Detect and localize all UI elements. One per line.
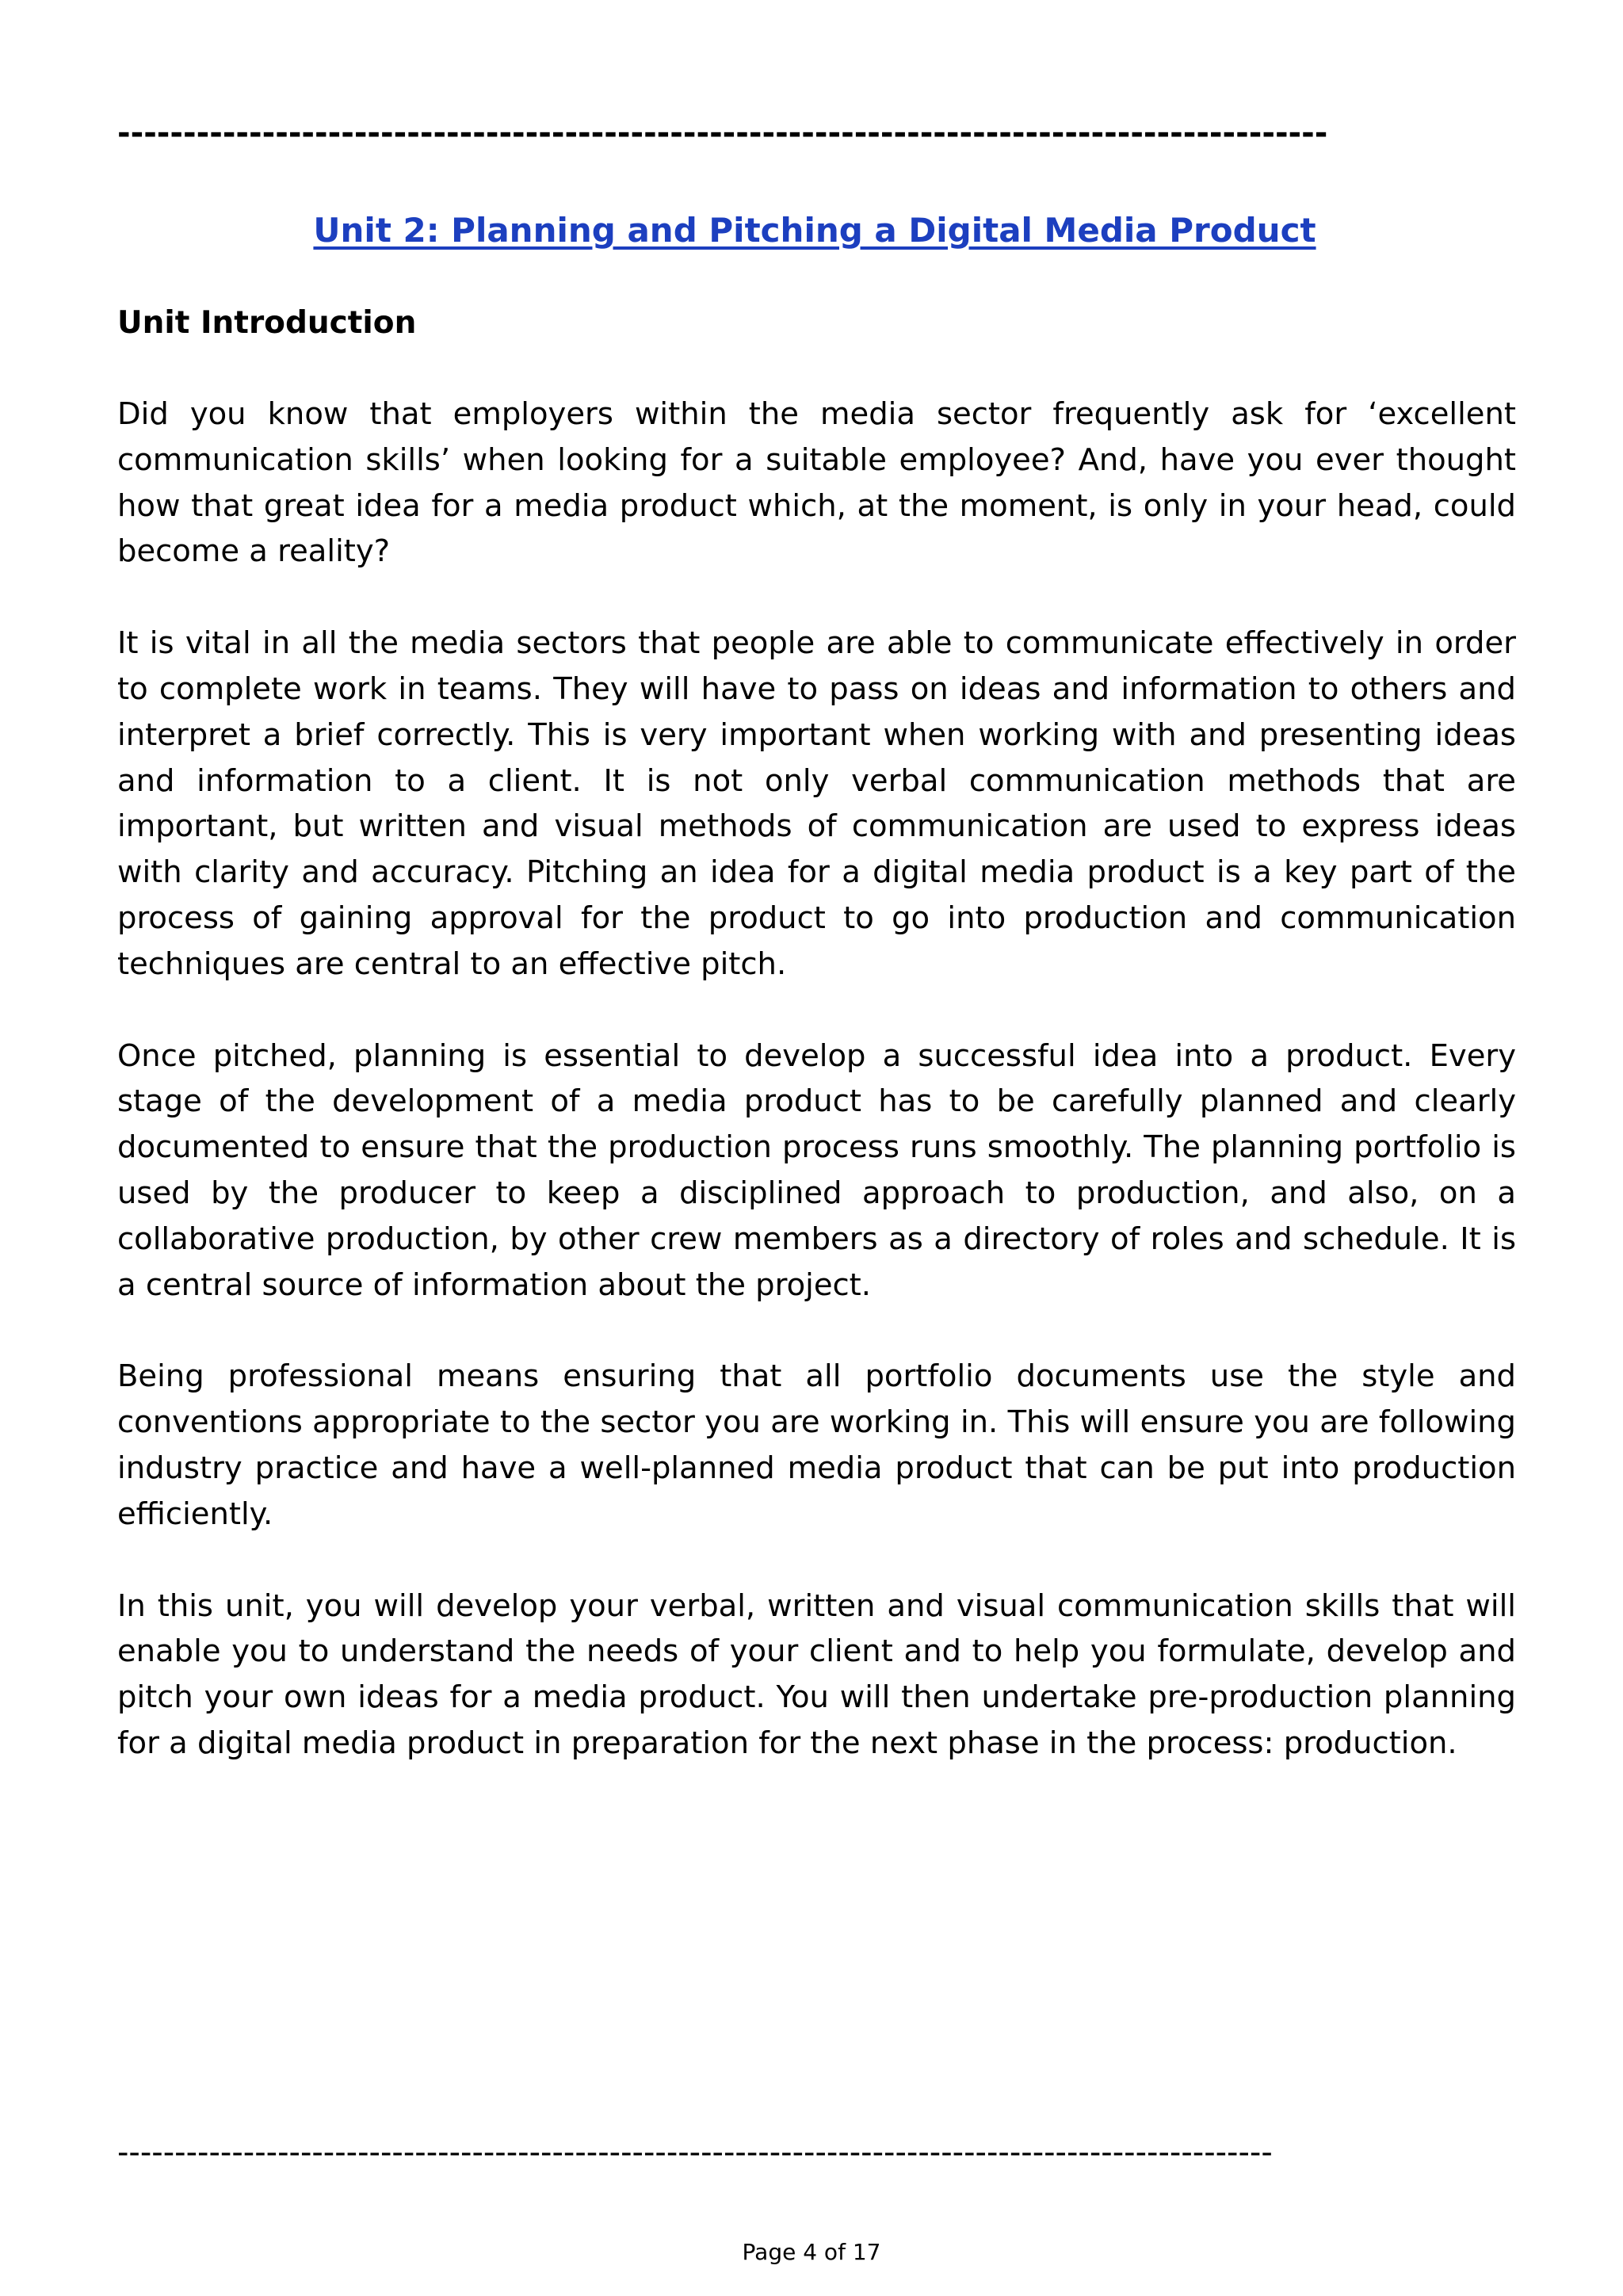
- paragraph-1: Did you know that employers within the media sector frequently ask for ‘excellent communication skills’ when looking for a suitable employee? And, have you ever thought how that great idea for a media product which, at the moment, is only in your head, could become a reality?: [117, 396, 1516, 570]
- body-text: [117, 392, 1516, 1813]
- bottom-separator: -----------------------------------------------------------------------------------------------------: [117, 2134, 1273, 2171]
- paragraph-4: Being professional means ensuring that all portfolio documents use the style and conventions appropriate to the sector you are working in. This will ensure you are following industry practice and have a well-planned media product that can be put into production efficiently.: [117, 1358, 1516, 1532]
- paragraph-3: Once pitched, planning is essential to develop a successful idea into a product. Every stage of the development of a media product has to be carefully planned and clearly documented to ensure that the production process runs smoothly. The planning portfolio is used by the producer to keep a disciplined approach to production, and also, on a collaborative production, by other crew members as a directory of roles and schedule. It is a central source of information about the project.: [117, 1037, 1516, 1303]
- top-separator: --------------------------------------------------------------------------------------------: [117, 115, 1328, 151]
- section-heading: Unit Introduction: [117, 305, 417, 341]
- paragraph-5: In this unit, you will develop your verbal, written and visual communication skills that will enable you to understand the needs of your client and to help you formulate, develop and pitch your own ideas for a media product. You will then undertake pre-production planning for a digital media product in preparation for the next phase in the process: production.: [117, 1587, 1516, 1761]
- paragraph-2: It is vital in all the media sectors that people are able to communicate effectively in order to complete work in teams. They will have to pass on ideas and information to others and interpret a brief correctly. This is very important when working with and presenting ideas and information to a client. It is not only verbal communication methods that are important, but written and visual methods of communication are used to express ideas with clarity and accuracy. Pitching an idea for a digital media product is a key part of the process of gaining approval for the product to go into production and communication techniques are central to an effective pitch.: [117, 625, 1516, 982]
- unit-title[interactable]: Unit 2: Planning and Pitching a Digital Media Product: [313, 211, 1316, 250]
- page-number: Page 4 of 17: [742, 2239, 881, 2265]
